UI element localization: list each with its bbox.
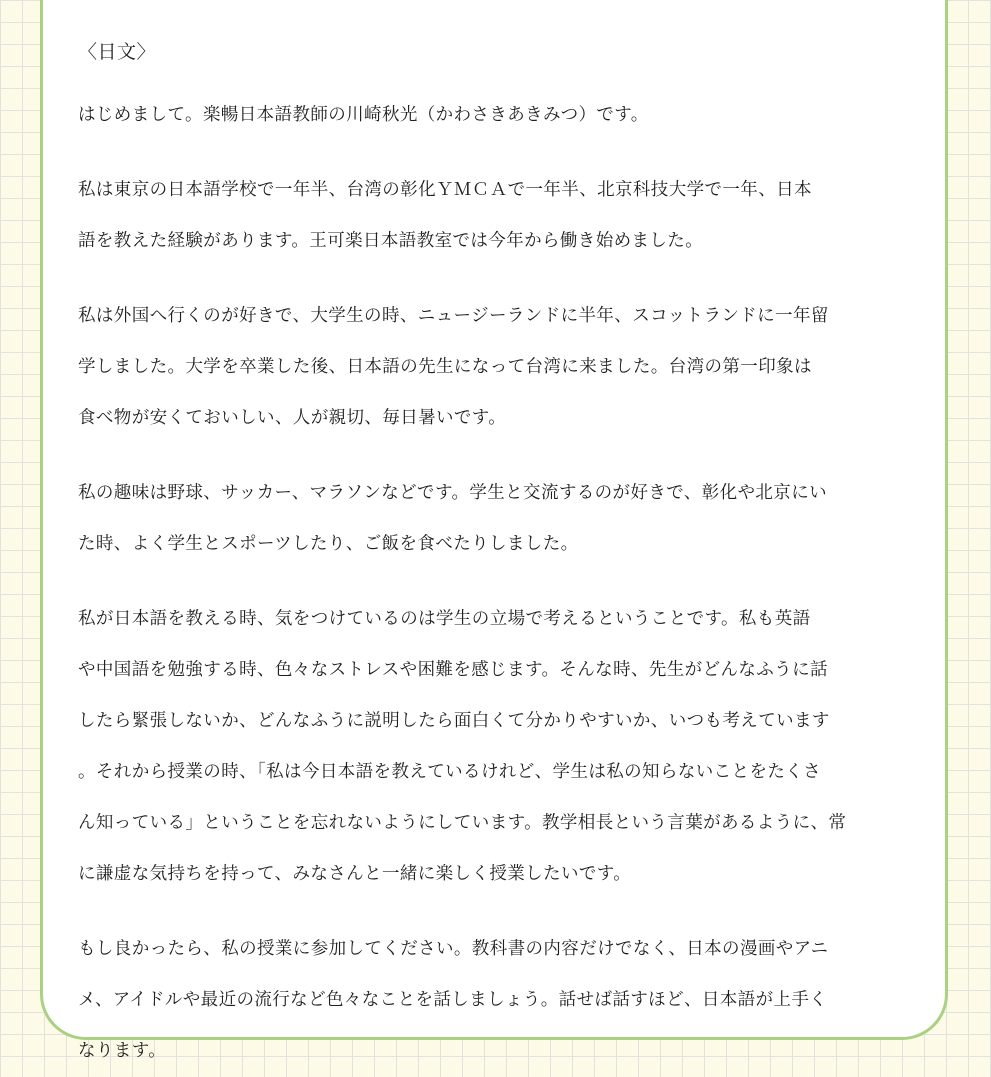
section-heading: 〈日文〉 [78,41,157,63]
article-body [78,39,918,1077]
paragraph-study-abroad: 私は外国へ行くのが好きで、大学生の時、ニュージーランドに半年、スコットランドに一年留 学しました。大学を卒業した後、日本語の先生になって台湾に来ました。台湾の第一印象は 食べ物が安くておいしい、人が親切、毎日暑いです。 [78,306,829,428]
paragraph-introduction: はじめまして。楽暢日本語教師の川崎秋光（かわさきあきみつ）です。 [78,105,649,125]
paragraph-invitation: もし良かったら、私の授業に参加してください。教科書の内容だけでなく、日本の漫画やアニ メ、アイドルや最近の流行など色々なことを話しましょう。話せば話すほど、日本語が上手く なります。 [78,939,829,1061]
content-card [40,0,948,1061]
paragraph-hobbies: 私の趣味は野球、サッカー、マラソンなどです。学生と交流するのが好きで、彰化や北京にい た時、よく学生とスポーツしたり、ご飯を食べたりしました。 [78,483,827,554]
paragraph-experience: 私は東京の日本語学校で一年半、台湾の彰化ＹＭＣＡで一年半、北京科技大学で一年、日本 語を教えた経験があります。王可楽日本語教室では今年から働き始めました。 [78,180,812,251]
paragraph-teaching-philosophy: 私が日本語を教える時、気をつけているのは学生の立場で考えるということです。私も英語 や中国語を勉強する時、色々なストレスや困難を感じます。そんな時、先生がどんなふうに話 したら緊張しないか、どんなふうに説明したら面白くて分かりやすいか、いつも考えています 。それから授業の時、「私は今日本語を教えているけれど、学生は私の知らないことをたくさ ん知っている」ということを忘れないようにしています。教学相長という言葉があるように、常 に謙虚な気持ちを持って、みなさんと一緒に楽しく授業したいです。 [78,609,847,884]
